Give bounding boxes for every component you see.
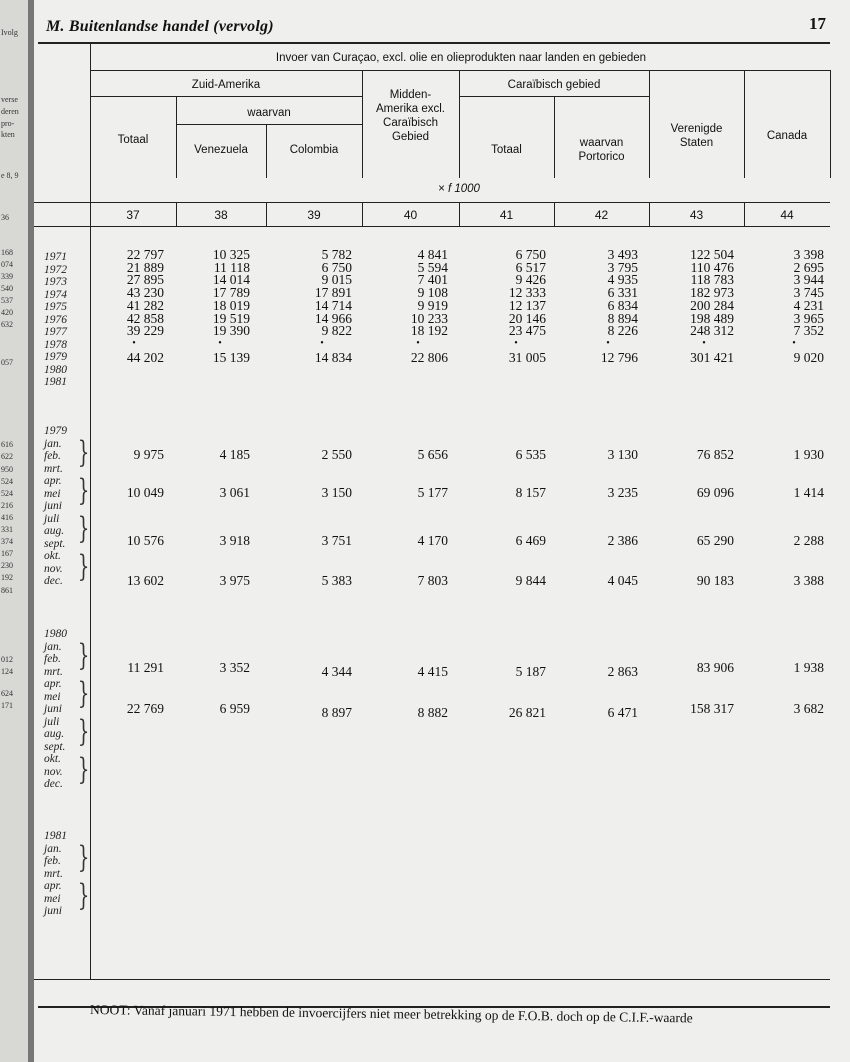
quarter-value-1979: 6 469: [515, 533, 546, 548]
quarter-value-1979: 2 386: [607, 533, 638, 548]
year-label: 1978: [44, 338, 67, 351]
annual-value: 198 489: [690, 310, 734, 326]
annual-value: 8 894: [607, 310, 638, 326]
document-page: [34, 0, 850, 1062]
prev-page-fragment: 524: [1, 477, 13, 486]
stub-divider: [90, 44, 91, 980]
prev-page-fragment: 861: [1, 586, 13, 595]
col-totaal-za: Totaal: [117, 134, 149, 146]
month-label: apr.: [44, 475, 62, 487]
annual-value: 22 797: [126, 247, 164, 262]
annual-value: 9 108: [417, 285, 448, 301]
zuid-amerika-rule: [90, 96, 362, 97]
prev-page-fragment: 192: [1, 573, 13, 582]
annual-value: 7 401: [417, 272, 448, 288]
annual-value: 43 230: [126, 285, 164, 301]
col-portorico: [554, 136, 649, 164]
annual-value: 22 806: [410, 349, 448, 365]
col-portorico-line: Portorico: [578, 151, 625, 163]
year-label: 1980: [44, 363, 67, 376]
annual-value: 8 226: [607, 323, 638, 339]
quarter-value-1980: 2 863: [607, 664, 638, 679]
prev-page-fragment: 416: [1, 513, 13, 522]
prev-page-fragment: 632: [1, 320, 13, 329]
quarter-value-1980: 8 897: [321, 705, 352, 720]
quarter-value-1980: 3 352: [219, 660, 250, 675]
column-number: 40: [403, 208, 418, 222]
annual-value: 18 019: [212, 297, 250, 313]
month-label: jan.: [44, 640, 62, 653]
month-label: juni: [44, 703, 62, 715]
annual-value: 10 233: [410, 310, 448, 326]
annual-value: •: [792, 337, 796, 349]
quarter-value-1980: 6 959: [219, 701, 250, 716]
quarter-value-1979: 7 803: [417, 573, 448, 588]
year-label: 1973: [44, 276, 67, 288]
annual-value: 5 782: [321, 247, 352, 262]
prev-page-fragment: 540: [1, 284, 13, 293]
month-label: okt.: [44, 550, 61, 562]
annual-value: •: [320, 337, 324, 349]
month-label: dec.: [44, 778, 63, 790]
year-label: 1979: [44, 351, 67, 363]
column-number: 41: [499, 208, 514, 222]
unit-label: × f 1000: [438, 183, 480, 195]
month-label: apr.: [44, 880, 62, 892]
annual-value: 9 015: [321, 272, 352, 288]
col-totaal-cg: Totaal: [491, 144, 522, 156]
annual-value: 3 795: [607, 259, 638, 275]
column-number: 38: [214, 208, 228, 222]
column-number: 44: [780, 208, 794, 222]
month-label: mei: [44, 487, 61, 500]
prev-page-fragment: 124: [1, 667, 13, 676]
quarter-value-1979: 69 096: [696, 485, 734, 500]
quarter-brace: }: [77, 714, 90, 749]
prev-page-fragment: 230: [1, 561, 13, 570]
quarter-value-1979: 8 157: [515, 485, 546, 500]
month-label: jan.: [44, 437, 62, 450]
quarter-value-1979: 9 844: [515, 573, 546, 588]
annual-value: 44 202: [126, 349, 164, 365]
month-label: feb.: [44, 450, 61, 462]
quarter-value-1979: 4 185: [219, 447, 250, 462]
annual-value: 4 231: [793, 297, 824, 313]
column-number: 42: [594, 208, 609, 222]
prev-page-fragment: deren: [1, 107, 19, 116]
annual-value: 7 352: [793, 323, 824, 339]
col-canada: Canada: [766, 130, 808, 142]
main-heading: Invoer van Curaçao, excl. olie en olieprodukten naar landen en gebieden: [275, 52, 647, 64]
quarter-value-1979: 13 602: [126, 573, 164, 588]
colnum-top-rule: [34, 202, 830, 203]
quarter-value-1980: 83 906: [696, 660, 734, 675]
prev-page-fragment: 524: [1, 489, 13, 498]
prev-page-fragment: 012: [1, 655, 13, 664]
year-label: 1981: [44, 376, 67, 388]
quarter-value-1980: 11 291: [127, 660, 164, 675]
annual-value: 12 796: [600, 349, 638, 365]
year-label-1979: 1979: [44, 425, 67, 437]
month-label: nov.: [44, 765, 63, 778]
annual-value: 200 284: [690, 297, 734, 313]
annual-value: 3 745: [793, 285, 824, 301]
month-block-1979: [44, 425, 67, 588]
annual-value: 3 398: [793, 247, 824, 262]
year-label-1981: 1981: [44, 830, 67, 842]
annual-value: 248 312: [690, 323, 734, 339]
colnum-bottom-rule: [34, 226, 830, 227]
col-divider-7: [744, 70, 745, 178]
prev-page-fragment: 36: [1, 213, 9, 222]
annual-value: 118 783: [690, 272, 734, 288]
quarter-value-1979: 1 930: [793, 447, 824, 462]
month-label: feb.: [44, 653, 61, 665]
prev-page-fragment: 537: [1, 296, 13, 305]
year-label: 1971: [44, 251, 67, 263]
annual-value: 3 493: [607, 247, 638, 262]
quarter-value-1979: 2 288: [793, 533, 824, 548]
quarter-brace: }: [77, 676, 90, 711]
quarter-value-1980: 158 317: [690, 701, 734, 716]
prev-page-fragment: 950: [1, 465, 13, 474]
month-label: dec.: [44, 575, 63, 587]
prev-page-fragment: 168: [1, 248, 13, 257]
col-midden-amerika-line: Amerika excl.: [375, 103, 446, 115]
quarter-value-1980: 1 938: [793, 660, 824, 675]
month-label: mrt.: [44, 462, 63, 475]
prev-page-fragment: verse: [1, 95, 18, 104]
annual-value: 6 834: [607, 297, 638, 313]
quarter-value-1980: 26 821: [508, 705, 546, 720]
annual-value: 14 014: [212, 272, 250, 288]
quarter-value-1980: 6 471: [607, 705, 638, 720]
prev-page-fragment: Ivolg: [1, 28, 18, 37]
annual-value: 18 192: [410, 323, 448, 339]
previous-page-edge: [0, 0, 34, 1062]
annual-value: 31 005: [508, 349, 546, 365]
quarter-value-1980: 22 769: [126, 701, 164, 716]
month-label: feb.: [44, 855, 61, 867]
month-label: mrt.: [44, 665, 63, 678]
prev-page-fragment: 374: [1, 537, 13, 546]
column-number: 39: [307, 208, 321, 222]
bottom-rule: [34, 979, 830, 980]
annual-value: 17 891: [314, 285, 352, 301]
quarter-value-1979: 3 150: [321, 485, 352, 500]
quarter-value-1979: 4 045: [607, 573, 638, 588]
prev-page-fragment: 167: [1, 549, 13, 558]
month-label: juni: [44, 500, 62, 512]
quarter-brace: }: [77, 752, 90, 787]
top-rule: [38, 42, 830, 44]
heading-rule: [90, 70, 830, 71]
annual-value: 12 137: [508, 297, 546, 313]
prev-page-fragment: 624: [1, 689, 13, 698]
annual-value: 10 325: [212, 247, 250, 262]
col-midden-amerika-line: Caraïbisch: [383, 117, 438, 129]
quarter-value-1979: 3 975: [219, 573, 250, 588]
annual-value: 6 750: [321, 259, 352, 275]
prev-page-fragment: 074: [1, 260, 13, 269]
page-title: M. Buitenlandse handel (vervolg): [46, 18, 274, 35]
quarter-value-1979: 3 061: [219, 485, 250, 500]
quarter-value-1979: 3 918: [219, 533, 250, 548]
annual-value: 12 333: [508, 285, 546, 301]
annual-value: 15 139: [212, 349, 250, 365]
annual-value: 9 822: [321, 323, 352, 339]
year-label-1980: 1980: [44, 628, 67, 640]
annual-value: 6 331: [607, 285, 638, 301]
month-label: juli: [44, 512, 60, 525]
annual-value: •: [702, 337, 706, 349]
month-label: juli: [44, 715, 60, 728]
month-label: apr.: [44, 678, 62, 690]
annual-value: 9 919: [417, 297, 448, 313]
col-colombia: Colombia: [289, 144, 339, 156]
quarter-value-1979: 65 290: [696, 533, 734, 548]
annual-value: 14 834: [314, 349, 352, 365]
month-label: sept.: [44, 537, 66, 550]
annual-value: •: [606, 337, 610, 349]
quarter-value-1979: 9 975: [133, 447, 164, 462]
month-label: aug.: [44, 525, 65, 537]
quarter-value-1979: 1 414: [793, 485, 824, 500]
quarter-value-1980: 4 415: [417, 664, 448, 679]
group-waarvan: waarvan: [247, 107, 291, 119]
year-label: 1974: [44, 288, 67, 301]
month-label: mei: [44, 892, 61, 905]
month-block-1981: [44, 830, 67, 918]
column-number: 37: [126, 208, 140, 222]
prev-page-fragment: kten: [1, 130, 15, 139]
col-vs: [649, 122, 744, 150]
annual-value: 11 118: [213, 259, 250, 275]
quarter-brace: }: [77, 840, 90, 875]
right-border-upper: [830, 70, 831, 178]
annual-value: 21 889: [126, 259, 164, 275]
annual-value: 6 517: [515, 259, 546, 275]
month-label: aug.: [44, 728, 65, 740]
annual-value: 42 858: [126, 310, 164, 326]
month-label: jan.: [44, 842, 62, 855]
quarter-value-1979: 6 535: [515, 447, 546, 462]
quarter-value-1980: 5 187: [515, 664, 546, 679]
col-midden-amerika-line: Midden-: [389, 89, 432, 101]
prev-page-fragment: 216: [1, 501, 13, 510]
prev-page-fragment: 339: [1, 272, 13, 281]
prev-page-fragment: 057: [1, 358, 13, 367]
prev-page-fragment: 622: [1, 452, 13, 461]
col-venezuela: Venezuela: [194, 144, 248, 156]
annual-value: 6 750: [515, 247, 546, 262]
quarter-value-1979: 3 751: [321, 533, 352, 548]
col-vs-line: Staten: [679, 137, 714, 149]
annual-value: •: [218, 337, 222, 349]
annual-value: 2 695: [793, 259, 824, 275]
quarter-value-1979: 2 550: [321, 447, 352, 462]
month-label: sept.: [44, 740, 66, 753]
page-number: 17: [809, 14, 826, 33]
annual-value: 19 519: [212, 310, 250, 326]
quarter-value-1979: 5 383: [321, 573, 352, 588]
annual-value: 3 944: [793, 272, 824, 288]
quarter-value-1979: 5 177: [417, 485, 448, 500]
quarter-value-1980: 4 344: [321, 664, 352, 679]
waarvan-rule: [176, 124, 362, 125]
prev-page-fragment: e 8, 9: [1, 171, 19, 180]
annual-value: 4 841: [417, 247, 448, 262]
year-label: 1972: [44, 263, 67, 276]
quarter-value-1979: 3 388: [793, 573, 824, 588]
quarter-brace: }: [77, 638, 90, 673]
quarter-brace: }: [77, 473, 90, 508]
annual-value: 23 475: [508, 323, 546, 339]
prev-page-fragment: 616: [1, 440, 13, 449]
footnote: NOOT: Vanaf januari 1971 hebben de invoercijfers niet meer betrekking op de F.O.B. doch op de C.I.F.-waarde: [89, 1002, 693, 1026]
quarter-value-1979: 76 852: [696, 447, 734, 462]
quarter-brace: }: [77, 511, 90, 546]
annual-value: 14 714: [314, 297, 352, 313]
annual-value: •: [514, 337, 518, 349]
prev-page-fragment: 420: [1, 308, 13, 317]
month-label: juni: [44, 905, 62, 917]
annual-value: 20 146: [508, 310, 546, 326]
prev-page-fragment: 331: [1, 525, 13, 534]
annual-value: 19 390: [212, 323, 250, 339]
quarter-value-1979: 3 130: [607, 447, 638, 462]
month-label: okt.: [44, 753, 61, 765]
quarter-value-1979: 4 170: [417, 533, 448, 548]
quarter-value-1980: 3 682: [793, 701, 824, 716]
month-block-1980: [44, 628, 67, 791]
annual-value: 5 594: [417, 259, 448, 275]
col-midden-amerika-line: Gebied: [391, 131, 430, 143]
annual-value: 110 476: [690, 259, 734, 275]
quarter-value-1979: 90 183: [696, 573, 734, 588]
quarter-value-1979: 3 235: [607, 485, 638, 500]
annual-year-labels: [44, 251, 67, 389]
annual-value: •: [132, 337, 136, 349]
prev-page-fragment: pro-: [1, 119, 15, 128]
month-label: mrt.: [44, 867, 63, 880]
col-vs-line: Verenigde: [670, 123, 723, 135]
annual-value: 3 965: [793, 310, 824, 326]
quarter-value-1979: 10 049: [126, 485, 164, 500]
group-zuid-amerika: Zuid-Amerika: [191, 79, 261, 91]
annual-value: 17 789: [212, 285, 250, 301]
annual-value: 41 282: [126, 297, 164, 313]
annual-value: 122 504: [690, 247, 734, 262]
year-label: 1975: [44, 301, 67, 313]
quarter-brace: }: [77, 435, 90, 470]
year-label: 1977: [44, 326, 67, 338]
annual-value: 27 895: [126, 272, 164, 288]
quarter-value-1980: 8 882: [417, 705, 448, 720]
col-midden-amerika: [362, 88, 459, 144]
year-label: 1976: [44, 313, 67, 326]
month-label: mei: [44, 690, 61, 703]
annual-value: 4 935: [607, 272, 638, 288]
annual-value: 39 229: [126, 323, 164, 339]
column-number: 43: [689, 208, 704, 222]
month-label: nov.: [44, 562, 63, 575]
group-caraibisch: Caraïbisch gebied: [507, 79, 601, 91]
quarter-value-1979: 5 656: [417, 447, 448, 462]
annual-value: 182 973: [690, 285, 734, 301]
col-portorico-line: waarvan: [579, 137, 624, 149]
annual-value: •: [416, 337, 420, 349]
quarter-brace: }: [77, 878, 90, 913]
quarter-value-1979: 10 576: [126, 533, 164, 548]
quarter-brace: }: [77, 549, 90, 584]
prev-page-fragment: 171: [1, 701, 13, 710]
annual-value: 9 020: [793, 349, 824, 365]
annual-value: 301 421: [690, 349, 734, 365]
annual-value: 9 426: [515, 272, 546, 288]
annual-value: 14 966: [314, 310, 352, 326]
